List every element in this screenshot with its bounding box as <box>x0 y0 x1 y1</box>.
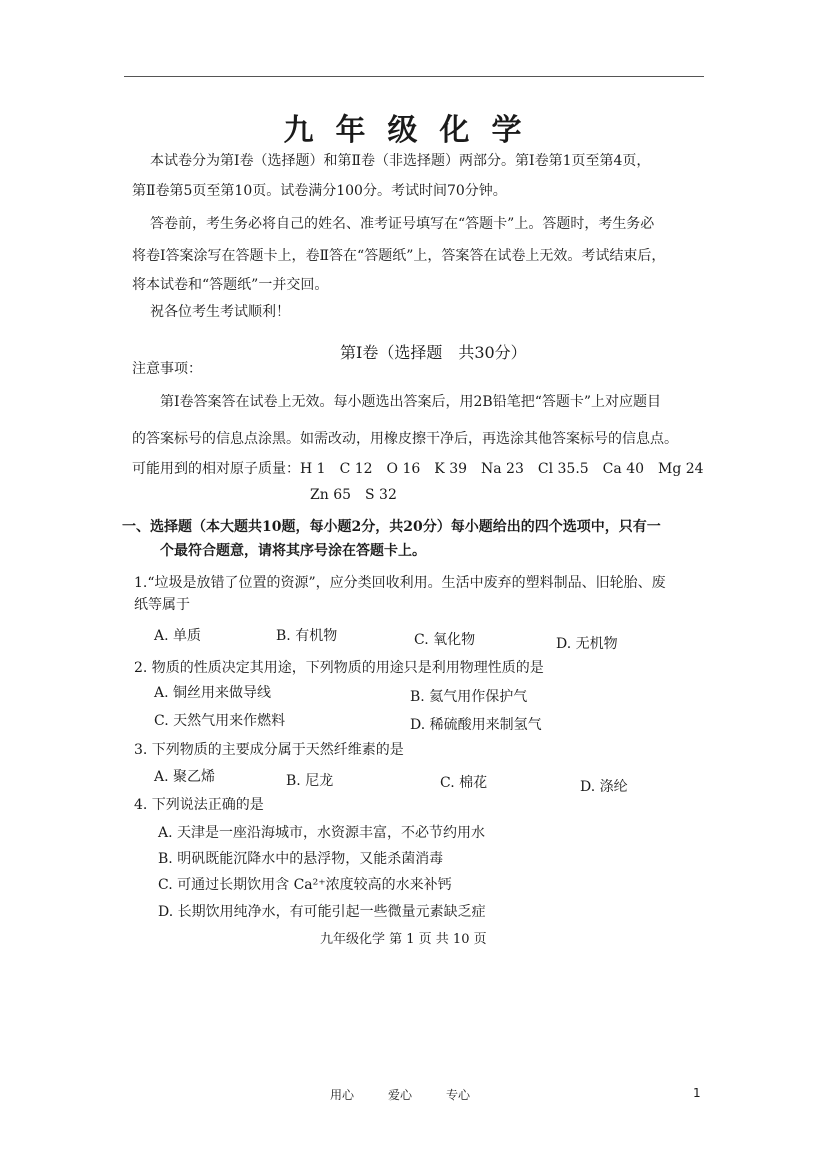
footer-text-left: 用心 <box>330 1088 355 1102</box>
header-rule <box>124 76 704 77</box>
q1-option-a: A. 单质 <box>154 628 202 644</box>
q3-option-a: A. 聚乙烯 <box>154 769 216 785</box>
q4-option-c: C. 可通过长期饮用含 Ca²⁺浓度较高的水来补钙 <box>158 877 452 893</box>
footer-text-right: 专心 <box>446 1088 471 1102</box>
intro-line-3: 答卷前，考生务必将自己的姓名、准考证号填写在“答题卡”上。答题时，考生务必 <box>150 216 655 232</box>
q4-option-b: B. 明矾既能沉降水中的悬浮物，又能杀菌消毒 <box>158 851 444 867</box>
intro-line-4: 将卷Ⅰ答案涂写在答题卡上，卷Ⅱ答在“答题纸”上，答案答在试卷上无效。考试结束后， <box>132 248 666 264</box>
q2-option-b: B. 氦气用作保护气 <box>410 689 528 705</box>
part-heading-1: 一、选择题（本大题共10题，每小题2分，共20分）每小题给出的四个选项中，只有一 <box>122 519 661 535</box>
q3-stem: 3. 下列物质的主要成分属于天然纤维素的是 <box>134 742 404 758</box>
intro-line-6: 祝各位考生考试顺利！ <box>150 304 290 320</box>
notice-label: 注意事项： <box>132 361 202 377</box>
q3-option-b: B. 尼龙 <box>286 773 334 789</box>
q4-stem: 4. 下列说法正确的是 <box>134 797 264 813</box>
page-number: 1 <box>693 1086 701 1100</box>
notice-line-1: 第Ⅰ卷答案答在试卷上无效。每小题选出答案后，用2B铅笔把“答题卡”上对应题目 <box>160 394 662 410</box>
q3-option-d: D. 涤纶 <box>580 779 628 795</box>
q4-option-a: A. 天津是一座沿海城市，水资源丰富，不必节约用水 <box>158 825 486 841</box>
notice-line-2: 的答案标号的信息点涂黑。如需改动，用橡皮擦干净后，再选涂其他答案标号的信息点。 <box>132 431 678 447</box>
intro-line-5: 将本试卷和“答题纸”一并交回。 <box>132 277 329 293</box>
q2-option-d: D. 稀硫酸用来制氢气 <box>410 717 542 733</box>
part-heading-2: 个最符合题意，请将其序号涂在答题卡上。 <box>160 543 426 559</box>
footer-text-middle: 爱心 <box>388 1088 413 1102</box>
intro-line-2: 第Ⅱ卷第5页至第10页。试卷满分100分。考试时间70分钟。 <box>132 183 507 199</box>
q2-stem: 2. 物质的性质决定其用途，下列物质的用途只是利用物理性质的是 <box>134 660 544 676</box>
atomic-mass-line-1: 可能用到的相对原子质量：H 1 C 12 O 16 K 39 Na 23 Cl 35.5 Ca 40 Mg 24 <box>132 461 704 477</box>
q1-stem-line-2: 纸等属于 <box>134 597 190 613</box>
q3-option-c: C. 棉花 <box>440 775 488 791</box>
q1-stem-line-1: 1.“垃圾是放错了位置的资源”，应分类回收利用。生活中废弃的塑料制品、旧轮胎、废 <box>134 575 666 591</box>
intro-line-1: 本试卷分为第Ⅰ卷（选择题）和第Ⅱ卷（非选择题）两部分。第Ⅰ卷第1页至第4页， <box>150 153 651 169</box>
q2-option-a: A. 铜丝用来做导线 <box>154 685 272 701</box>
q2-option-c: C. 天然气用来作燃料 <box>154 713 286 729</box>
q1-option-c: C. 氧化物 <box>414 632 476 648</box>
q4-option-d: D. 长期饮用纯净水，有可能引起一些微量元素缺乏症 <box>158 904 486 920</box>
exam-page-footer: 九年级化学 第 1 页 共 10 页 <box>320 932 487 947</box>
q1-option-b: B. 有机物 <box>276 628 338 644</box>
section-title: 第Ⅰ卷（选择题 共30分） <box>340 343 527 362</box>
atomic-mass-line-2: Zn 65 S 32 <box>310 487 397 503</box>
q1-option-d: D. 无机物 <box>556 636 618 652</box>
page-title: 九年级化学 <box>283 113 544 148</box>
